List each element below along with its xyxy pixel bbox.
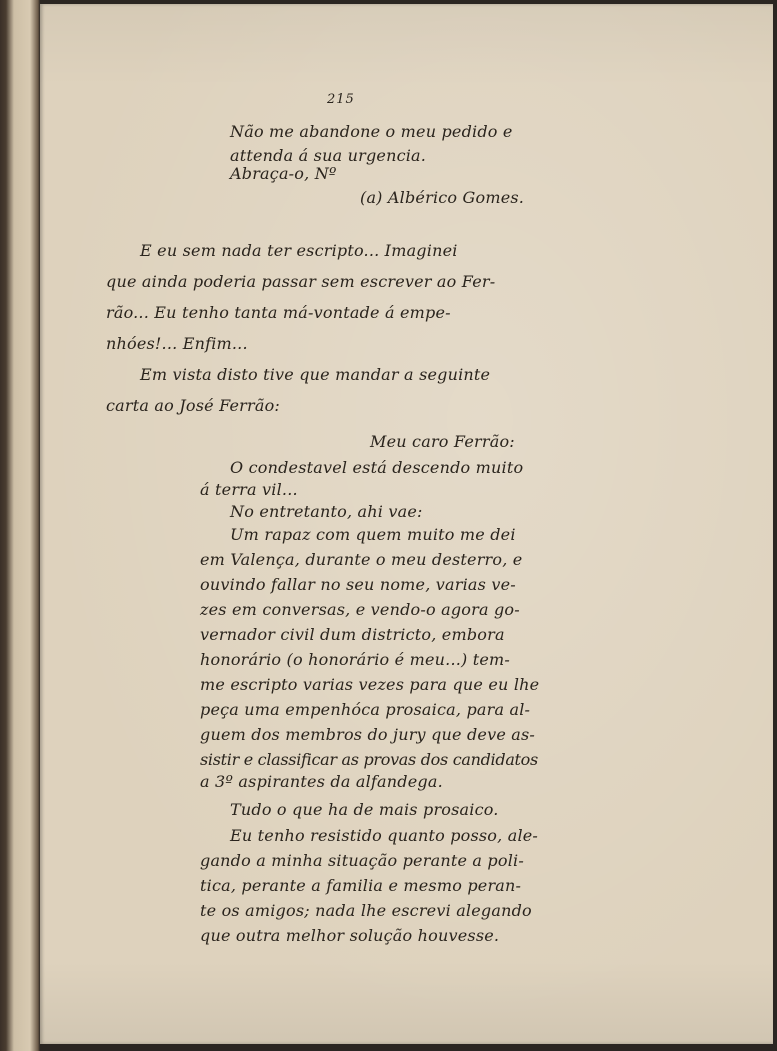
signature-line: (a) Albérico Gomes. bbox=[360, 188, 525, 207]
text-line: E eu sem nada ter escripto... Imaginei bbox=[140, 241, 458, 260]
text-line: attenda á sua urgencia. bbox=[230, 146, 427, 165]
text-line: O condestavel está descendo muito bbox=[230, 458, 524, 477]
text-line: Tudo o que ha de mais prosaico. bbox=[230, 800, 499, 819]
text-line: tica, perante a familia e mesmo peran- bbox=[200, 876, 522, 895]
text-line: ouvindo fallar no seu nome, varias ve- bbox=[200, 575, 516, 594]
text-line: gando a minha situação perante a poli- bbox=[200, 851, 524, 870]
text-line: Em vista disto tive que mandar a seguinte bbox=[140, 365, 491, 384]
text-line: em Valença, durante o meu desterro, e bbox=[200, 550, 523, 569]
text-line: honorário (o honorário é meu...) tem- bbox=[200, 650, 511, 669]
letter-salutation: Meu caro Ferrão: bbox=[370, 432, 515, 451]
text-line: carta ao José Ferrão: bbox=[106, 396, 281, 415]
text-line: que ainda poderia passar sem escrever ao Fer- bbox=[106, 272, 496, 291]
text-line: vernador civil dum districto, embora bbox=[200, 625, 505, 644]
text-line: guem dos membros do jury que deve as- bbox=[200, 725, 536, 744]
text-line: Um rapaz com quem muito me dei bbox=[230, 525, 516, 544]
book-gutter bbox=[0, 0, 40, 1051]
text-line: peça uma empenhóca prosaica, para al- bbox=[200, 700, 531, 719]
text-line: me escripto varias vezes para que eu lhe bbox=[200, 675, 540, 694]
text-line: Não me abandone o meu pedido e bbox=[230, 122, 513, 141]
text-line: rão... Eu tenho tanta má-vontade á empe- bbox=[106, 303, 451, 322]
page-number: 215 bbox=[327, 92, 355, 107]
text-line: nhóes!... Enfim... bbox=[106, 334, 248, 353]
text-line: sistir e classificar as provas dos candidatos bbox=[200, 750, 538, 769]
text-line: a 3º aspirantes da alfandega. bbox=[200, 772, 443, 791]
text-line: á terra vil... bbox=[200, 480, 298, 499]
text-line: te os amigos; nada lhe escrevi alegando bbox=[200, 901, 532, 920]
manuscript-page bbox=[40, 4, 773, 1044]
text-line: zes em conversas, e vendo-o agora go- bbox=[200, 600, 520, 619]
text-line: que outra melhor solução houvesse. bbox=[200, 926, 500, 945]
text-line: No entretanto, ahi vae: bbox=[230, 502, 423, 521]
text-line: Abraça-o, Nº bbox=[230, 164, 337, 183]
text-line: Eu tenho resistido quanto posso, ale- bbox=[230, 826, 539, 845]
